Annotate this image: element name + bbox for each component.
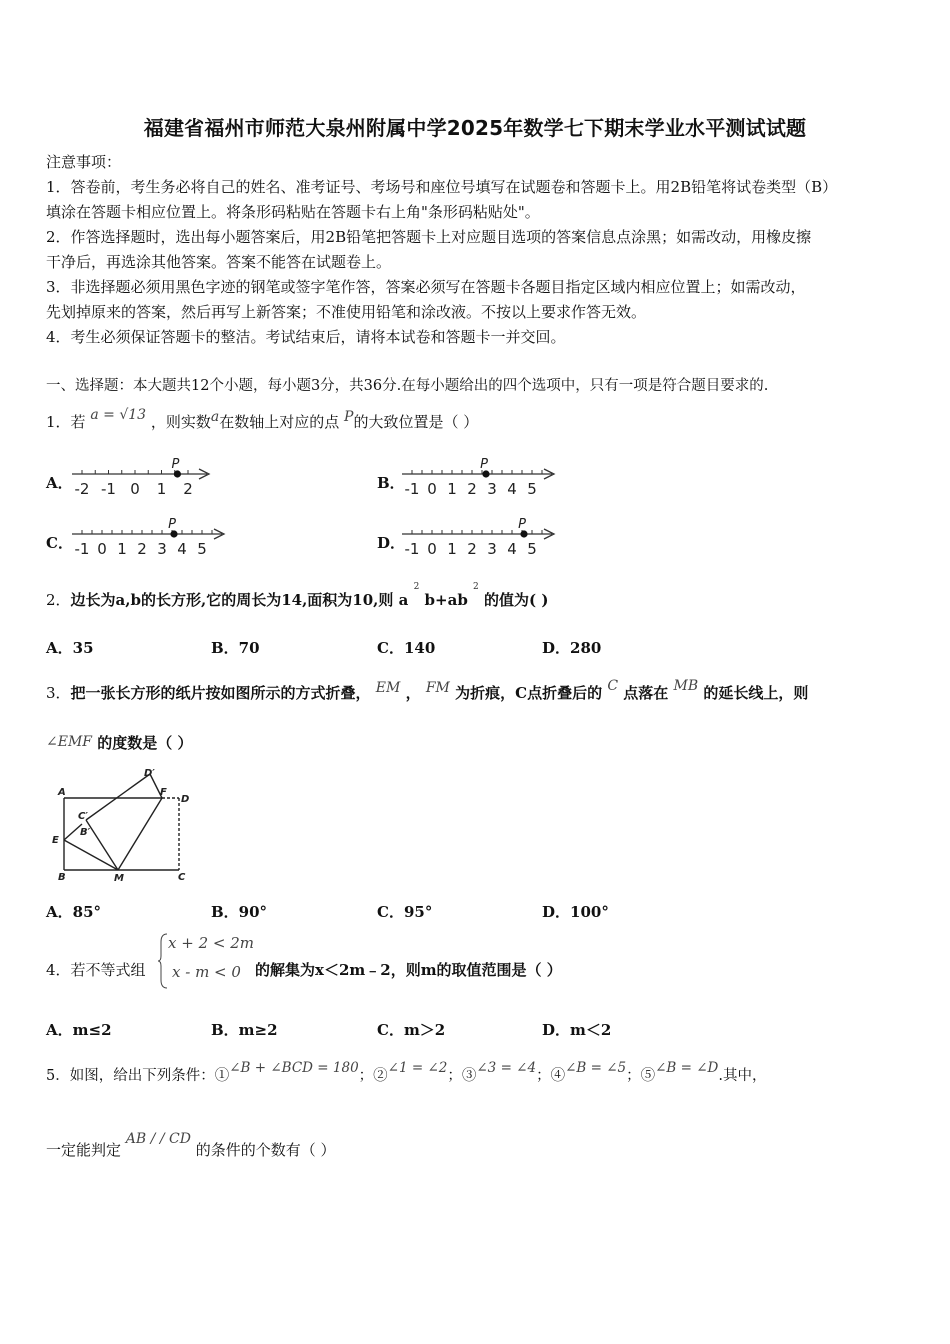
q4-option-a: A．m≤2	[46, 1021, 112, 1039]
q5-condition-4: ∠B = ∠5	[565, 1060, 627, 1076]
q3-option-b: B．90°	[211, 903, 268, 921]
tick-label: 1	[447, 540, 457, 558]
label-c: C	[178, 872, 186, 883]
tick-label: 0	[427, 480, 437, 498]
tick-label: 0	[130, 480, 140, 498]
label-d: D	[181, 794, 190, 805]
question-4-text: 的解集为x＜2m﹣2，则m的取值范围是（ ）	[255, 961, 562, 979]
tick-label: 5	[197, 540, 207, 558]
tick-label: -1	[74, 540, 90, 558]
label-a: A	[58, 787, 66, 798]
notice-heading: 注意事项：	[46, 153, 122, 171]
tick-label: 4	[507, 480, 517, 498]
notice-line-4: 4．考生必须保证答题卡的整洁。考试结束后，请将本试卷和答题卡一并交回。	[46, 328, 566, 346]
q1-option-a-label: A．	[46, 474, 73, 492]
tick-label: 0	[427, 540, 437, 558]
q5-parallel-statement: AB / / CD	[125, 1131, 191, 1147]
q1-option-d-label: D．	[377, 534, 406, 552]
q1-formula: a = √13	[90, 407, 147, 423]
page-title: 福建省福州市师范大泉州附属中学2025年数学七下期末学业水平测试试题	[143, 116, 807, 140]
section-heading: 一、选择题：本大题共12个小题，每小题3分，共36分.在每小题给出的四个选项中，只有一项是符合题目要求的.	[46, 378, 769, 394]
q1-option-d-numberline	[400, 512, 560, 558]
tick-label: 5	[527, 480, 537, 498]
q4-number: 4．	[46, 961, 71, 979]
tick-label: 2	[183, 480, 193, 498]
q3-option-c: C．95°	[377, 903, 433, 921]
tick-label: 4	[507, 540, 517, 558]
q2-option-a: A．35	[46, 639, 94, 657]
q2-option-b: B．70	[211, 639, 260, 657]
q1-option-c-label: C．	[46, 534, 73, 552]
point-p-label: P	[480, 457, 488, 472]
tick-label: 4	[177, 540, 187, 558]
q5-number: 5．	[46, 1068, 70, 1084]
question-5: 5．如图，给出下列条件：①∠B + ∠BCD = 180；②∠1 = ∠2；③∠3 = ∠4；④∠B = ∠5；⑤∠B = ∠D.其中，	[46, 1060, 767, 1084]
tick-label: 3	[487, 540, 497, 558]
q5-condition-3: ∠3 = ∠4	[476, 1060, 537, 1076]
label-m: M	[114, 873, 124, 884]
crease-em	[64, 840, 118, 870]
tick-label: 0	[97, 540, 107, 558]
tick-label: 2	[467, 480, 477, 498]
q1-option-b-label: B．	[377, 474, 405, 492]
q5-condition-1: ∠B + ∠BCD = 180	[229, 1060, 359, 1076]
tick-label: 1	[156, 480, 167, 498]
q4-option-c: C．m＞2	[377, 1021, 446, 1039]
point-p-label: P	[518, 517, 526, 532]
q1-option-b-numberline	[400, 452, 560, 498]
notice-line-1a: 1．答卷前，考生务必将自己的姓名、准考证号、考场号和座位号填写在试题卷和答题卡上。用2B铅笔将试卷类型（B）	[46, 178, 838, 196]
notice-line-2a: 2．作答选择题时，选出每小题答案后，用2B铅笔把答题卡上对应题目选项的答案信息点涂黑；如需改动，用橡皮擦	[46, 228, 812, 246]
point-p-label: P	[168, 517, 176, 532]
question-5-cont: 一定能判定 AB / / CD 的条件的个数有（ ）	[46, 1131, 336, 1159]
label-e: E	[52, 835, 59, 846]
label-b: B	[58, 872, 66, 883]
label-f: F	[160, 787, 167, 798]
q3-number: 3．	[46, 684, 71, 702]
notice-line-3a: 3．非选择题必须用黑色字迹的钢笔或签字笔作答，答案必须写在答题卡各题目指定区域内相应位置上；如需改动，	[46, 278, 806, 296]
tick-label: 1	[447, 480, 457, 498]
tick-label: -1	[404, 480, 420, 498]
tick-label: 5	[527, 540, 537, 558]
q4-system-line-1: x + 2 < 2m	[168, 934, 254, 952]
tick-label: 3	[157, 540, 167, 558]
tick-label: 2	[467, 540, 477, 558]
q2-option-d: D．280	[542, 639, 602, 657]
notice-line-3b: 先划掉原来的答案，然后再写上新答案；不准使用铅笔和涂改液。不按以上要求作答无效。	[46, 303, 647, 321]
question-1: 1．若 a = √13 ，则实数a在数轴上对应的点 P的大致位置是（ ）	[46, 407, 479, 431]
q4-system-line-2: x - m < 0	[172, 963, 241, 981]
q3-option-d: D．100°	[542, 903, 609, 921]
q1-option-a-numberline	[70, 452, 215, 498]
notice-line-2b: 干净后，再选涂其他答案。答案不能答在试题卷上。	[46, 253, 392, 271]
q3-folding-figure	[44, 762, 204, 884]
question-4-intro: 4．若不等式组	[46, 961, 146, 979]
q5-condition-2: ∠1 = ∠2	[387, 1060, 448, 1076]
q4-option-d: D．m＜2	[542, 1021, 612, 1039]
tick-label: -1	[101, 480, 116, 498]
q1-number: 1．	[46, 413, 71, 431]
label-c-prime: C′	[78, 811, 88, 822]
question-3-cont: ∠EMF 的度数是（ ）	[46, 734, 193, 752]
q1-option-c-numberline	[70, 512, 230, 558]
question-2: 2．边长为a,b的长方形,它的周长为14,面积为10,则 a $^2$ b+ab $^2$ 的值为( )	[46, 582, 549, 609]
q3-option-a: A．85°	[46, 903, 102, 921]
q2-option-c: C．140	[377, 639, 436, 657]
label-b-prime: B′	[80, 827, 91, 838]
label-d-prime: D′	[144, 768, 155, 779]
tick-label: 2	[137, 540, 147, 558]
q5-condition-5: ∠B = ∠D	[655, 1060, 719, 1076]
tick-label: 1	[117, 540, 127, 558]
fold-mb	[86, 820, 118, 870]
tick-label: 3	[487, 480, 497, 498]
question-3: 3．把一张长方形的纸片按如图所示的方式折叠， EM ， FM 为折痕，C点折叠后的 C 点落在 MB 的延长线上，则	[46, 678, 809, 702]
q2-number: 2．	[46, 591, 71, 609]
tick-label: -2	[74, 480, 90, 498]
notice-line-1b: 填涂在答题卡相应位置上。将条形码粘贴在答题卡右上角"条形码粘贴处"。	[46, 203, 540, 221]
q4-option-b: B．m≥2	[211, 1021, 278, 1039]
tick-label: -1	[404, 540, 420, 558]
point-p-label: P	[171, 457, 180, 472]
crease-fm	[118, 798, 162, 870]
fold-cd	[86, 774, 150, 820]
